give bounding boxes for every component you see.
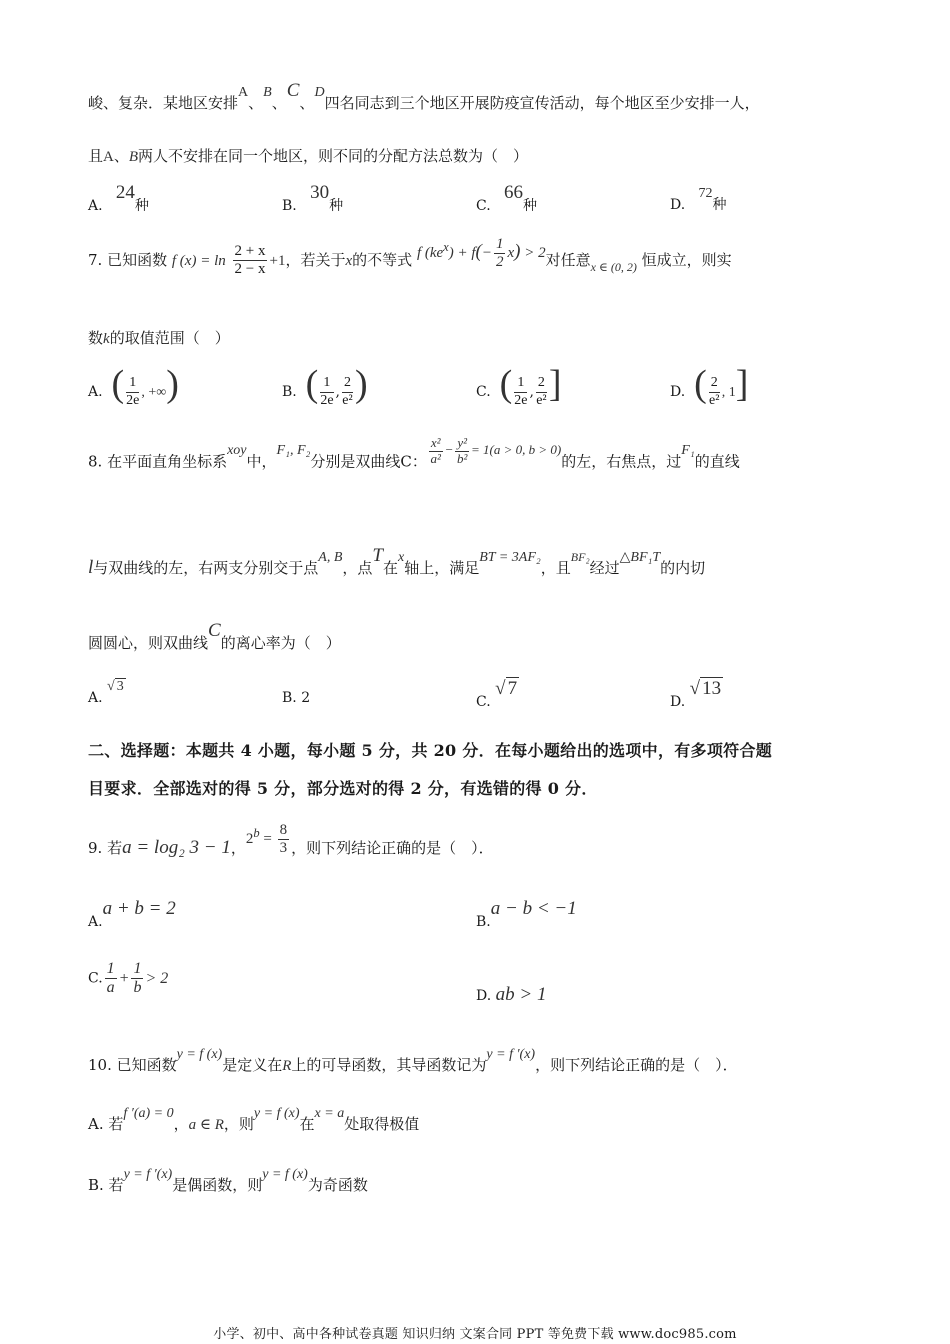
q6-line2: 且A、B两人不安排在同一个地区，则不同的分配方法总数为（ ） — [88, 147, 529, 165]
q8-option-c: C. √ 7 — [476, 678, 518, 710]
page-footer: 小学、初中、高中各种试卷真题 知识归纳 文案合同 PPT 等免费下载 www.doc985.com — [213, 1327, 737, 1342]
q6-option-b: B. 30种 — [282, 182, 344, 214]
q7-option-c: C. ( $\frac{1}{2e}$ , $\frac{2}{\text{e²}}$ ] — [476, 363, 562, 408]
q8-line3: 圆圆心，则双曲线C的离心率为（ ） — [88, 620, 341, 652]
q10-option-a: A. 若f ′(a) = 0，a ∈ R，则y = f (x)在x = a处取得极值 — [88, 1106, 420, 1133]
q9-b-equation: 2$^b$ = $\frac{8}{3}$ — [245, 822, 288, 857]
section2-heading-line2: 目要求．全部选对的得 5 分，部分选对的得 2 分，有选错的得 0 分． — [88, 779, 598, 798]
q8-option-b: B. 2 — [282, 690, 311, 706]
q8-hyperbola: $\frac{\text{x²}}{\text{a²}}$ − $\frac{\text{y²}}{\text{b²}}$ = 1(a > 0, b > 0) — [430, 435, 562, 466]
q7-line1: 7. 已知函数 f (x) = ln $\frac{2 + x}{2 - x}$ +1，若关于x的不等式 f $(ke^x) + f(-$ $\frac{1}{2}$ x) > 2对任意$_{x \in (0, 2)}$ 恒成立，则实 — [88, 235, 732, 278]
q10-option-b: B. 若y = f ′(x)是偶函数，则y = f (x)为奇函数 — [88, 1167, 368, 1194]
q6-option-c: C. 66种 — [476, 182, 538, 214]
q9-option-b: B.a − b < −1 — [476, 898, 577, 930]
q6-person-c: C — [286, 80, 300, 101]
q8-option-a: A. √ 3 — [88, 679, 124, 706]
q9-line1: 9. 若a = log₂ 3 − 1，2$^b$ = $\frac{8}{3}$ ，则下列结论正确的是（ ）． — [88, 822, 494, 859]
q7-option-a: A. ( $\frac{1}{2e}$ , +∞) — [88, 363, 179, 408]
q7-option-b: B. ( $\frac{1}{2e}$ , $\frac{2}{\text{e²}}$ ) — [282, 363, 368, 408]
q6-person-a: A — [238, 85, 249, 100]
q8-line1: 8. 在平面直角坐标系xoy中，F₁, F₂分别是双曲线C： $\frac{\text{x²}}{\text{a²}}$ − $\frac{\text{y²}}{\text{b²}}$ = 1(a > 0, b > 0)的左，右焦点，过F₁的直线 — [88, 435, 740, 471]
q8-line2: l与双曲线的左，右两支分别交于点A, B，点T在x轴上，满足BT = 3AF₂，且$^{BF_2}$经过△BF₁T的内切 — [88, 545, 706, 578]
q6-option-d: D. 72种 — [670, 186, 727, 213]
q7-fraction: $\frac{2 + x}{2 - x}$ — [234, 243, 266, 278]
q6-option-a: A. 24种 — [88, 182, 149, 214]
q9-option-d: D. ab > 1 — [476, 984, 547, 1005]
q9-option-a: A.a + b = 2 — [88, 898, 176, 930]
q7-inequality: f $(ke^x) + f(-$ $\frac{1}{2}$ x) > 2 — [416, 235, 546, 270]
q10-line1: 10. 已知函数y = f (x)是定义在R上的可导函数，其导函数记为y = f ′(x)，则下列结论正确的是（ ）． — [88, 1047, 738, 1074]
q9-option-c: C. $\frac{1}{a}$ + $\frac{1}{b}$ > 2 — [88, 960, 169, 997]
q6-person-d: D — [314, 85, 325, 100]
q6-person-b: B — [263, 85, 272, 100]
q8-option-d: D. √ 13 — [670, 678, 722, 710]
q7-option-d: D. ( $\frac{2}{\text{e²}}$ , 1] — [670, 363, 749, 408]
section2-heading-line1: 二、选择题：本题共 4 小题，每小题 5 分，共 20 分．在每小题给出的选项中，有多项符合题 — [88, 741, 773, 760]
q6-line1: 峻、复杂．某地区安排A、B、C、D四名同志到三个地区开展防疫宣传活动，每个地区至少安排一人， — [88, 80, 760, 112]
q7-line2: 数k的取值范围（ ） — [88, 329, 230, 347]
